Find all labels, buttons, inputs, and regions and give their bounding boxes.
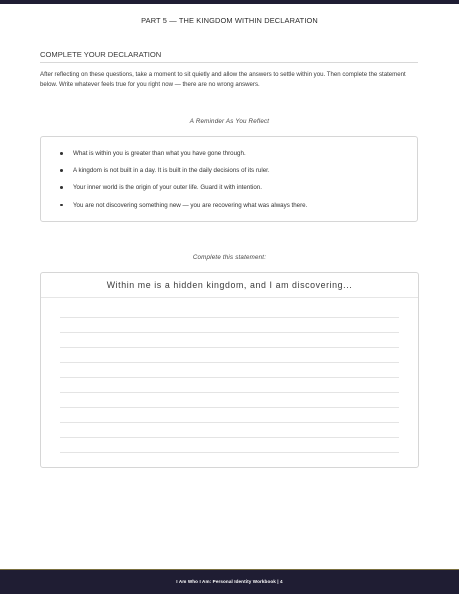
writing-line[interactable] xyxy=(60,377,399,378)
writing-line[interactable] xyxy=(60,437,399,438)
bullet-icon xyxy=(60,169,63,172)
statement-prompt: Within me is a hidden kingdom, and I am discovering... xyxy=(41,273,418,298)
reminder-item-text: Your inner world is the origin of your outer life. Guard it with intention. xyxy=(73,184,262,192)
writing-line[interactable] xyxy=(60,452,399,453)
writing-line[interactable] xyxy=(60,317,399,318)
reminder-item-text: A kingdom is not built in a day. It is built in the daily decisions of its ruler. xyxy=(73,167,270,175)
footer-text: I Am Who I Am: Personal Identity Workbook | 4 xyxy=(176,579,283,584)
part-title: PART 5 — THE KINGDOM WITHIN DECLARATION xyxy=(141,16,318,25)
statement-writing-box[interactable] xyxy=(40,272,419,468)
bullet-icon xyxy=(60,152,63,155)
intro-paragraph: After reflecting on these questions, take a moment to sit quietly and allow the answers to settle within you. Then complete the statement below. Write whatever feels true for you right now — there are no wrong answers. xyxy=(40,71,406,88)
writing-lines[interactable] xyxy=(60,273,399,467)
reminder-item xyxy=(60,202,417,219)
reminder-list xyxy=(60,150,417,219)
reminder-box xyxy=(40,136,418,222)
bullet-icon xyxy=(60,186,63,189)
writing-line[interactable] xyxy=(60,362,399,363)
footer-bar xyxy=(0,569,459,594)
reminder-item xyxy=(60,184,417,201)
statement-title: Complete this statement: xyxy=(192,254,267,261)
top-bar xyxy=(0,0,459,4)
section-heading: COMPLETE YOUR DECLARATION xyxy=(40,50,418,63)
writing-line[interactable] xyxy=(60,392,399,393)
writing-line[interactable] xyxy=(60,347,399,348)
bullet-icon xyxy=(60,204,63,207)
writing-line[interactable] xyxy=(60,422,399,423)
reminder-item-text: What is within you is greater than what you have gone through. xyxy=(73,150,246,157)
reminder-item xyxy=(60,167,417,184)
reminder-item xyxy=(60,150,417,167)
reminder-title: A Reminder As You Reflect xyxy=(189,118,270,125)
writing-line[interactable] xyxy=(60,407,399,408)
reminder-item-text: You are not discovering something new — you are recovering what was always there. xyxy=(73,201,308,209)
writing-line[interactable] xyxy=(60,332,399,333)
